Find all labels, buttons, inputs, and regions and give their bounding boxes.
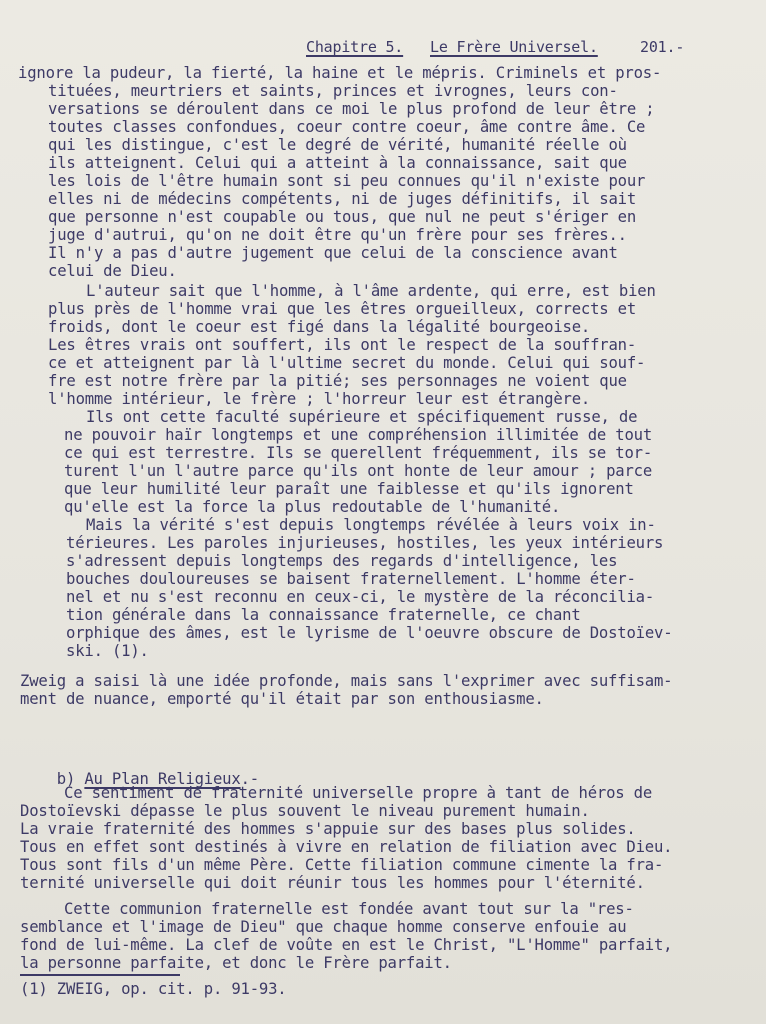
text-line: Dostoïevski dépasse le plus souvent le niveau purement humain. [20, 802, 590, 820]
text-line: qu'elle est la force la plus redoutable de l'humanité. [64, 498, 561, 516]
text-line: que leur humilité leur paraît une faiblesse et qu'ils ignorent [64, 480, 634, 498]
text-line: nel et nu s'est reconnu en ceux-ci, le mystère de la réconcilia- [66, 588, 655, 606]
text-line: ski. (1). [66, 642, 149, 660]
text-line: tion générale dans la connaissance fraternelle, ce chant [66, 606, 581, 624]
section-letter: b) [56, 770, 76, 788]
text-line: celui de Dieu. [48, 262, 177, 280]
text-line: les lois de l'être humain sont si peu connues qu'il n'existe pour [48, 172, 646, 190]
section-suffix: .- [240, 770, 259, 788]
text-line: La vraie fraternité des hommes s'appuie sur des bases plus solides. [20, 820, 636, 838]
text-line: ce et atteignent par là l'ultime secret du monde. Celui qui souf- [48, 354, 646, 372]
text-line: Ce sentiment de fraternité universelle propre à tant de héros de [64, 784, 653, 802]
text-line: toutes classes confondues, coeur contre coeur, âme contre âme. Ce [48, 118, 646, 136]
text-line: que personne n'est coupable ou tous, que nul ne peut s'ériger en [48, 208, 637, 226]
text-line: ne pouvoir haïr longtemps et une compréhension illimitée de tout [64, 426, 653, 444]
text-line: plus près de l'homme vrai que les êtres orgueilleux, corrects et [48, 300, 637, 318]
text-line: L'auteur sait que l'homme, à l'âme ardente, qui erre, est bien [86, 282, 656, 300]
text-line: qui les distingue, c'est le degré de vérité, humanité réelle où [48, 136, 627, 154]
text-line: semblance et l'image de Dieu" que chaque homme conserve enfouie au [20, 918, 627, 936]
text-line: Mais la vérité s'est depuis longtemps révélée à leurs voix in- [86, 516, 656, 534]
text-line: Il n'y a pas d'autre jugement que celui de la conscience avant [48, 244, 618, 262]
text-line: Cette communion fraternelle est fondée avant tout sur la "res- [64, 900, 634, 918]
text-line: Tous sont fils d'un même Père. Cette filiation commune cimente la fra- [20, 856, 664, 874]
text-line: ment de nuance, emporté qu'il était par son enthousiasme. [20, 690, 544, 708]
text-line: orphique des âmes, est le lyrisme de l'oeuvre obscure de Dostoïev- [66, 624, 673, 642]
text-line: juge d'autrui, qu'on ne doit être qu'un frère pour ses frères.. [48, 226, 627, 244]
text-line: fond de lui-même. La clef de voûte en est le Christ, "L'Homme" parfait, [20, 936, 673, 954]
footnote: (1) ZWEIG, op. cit. p. 91-93. [20, 980, 287, 998]
text-line: ils atteignent. Celui qui a atteint à la connaissance, sait que [48, 154, 627, 172]
footnote-rule [20, 974, 180, 976]
text-line: s'adressent depuis longtemps des regards d'intelligence, les [66, 552, 618, 570]
text-line: versations se déroulent dans ce moi le plus profond de leur être ; [48, 100, 655, 118]
text-line: ce qui est terrestre. Ils se querellent fréquemment, ils se tor- [64, 444, 653, 462]
text-line: ignore la pudeur, la fierté, la haine et le mépris. Criminels et pros- [18, 64, 662, 82]
chapter-label: Chapitre 5. [306, 38, 404, 56]
text-line: ternité universelle qui doit réunir tous les hommes pour l'éternité. [20, 874, 645, 892]
text-line: l'homme intérieur, le frère ; l'horreur leur est étrangère. [48, 390, 591, 408]
text-line: tituées, meurtriers et saints, princes et ivrognes, leurs con- [48, 82, 618, 100]
text-line: froids, dont le coeur est figé dans la légalité bourgeoise. [48, 318, 591, 336]
text-line: elles ni de médecins compétents, ni de juges définitifs, il sait [48, 190, 637, 208]
text-line: turent l'un l'autre parce qu'ils ont honte de leur amour ; parce [64, 462, 653, 480]
chapter-title: Le Frère Universel. [430, 38, 598, 56]
text-line: térieures. Les paroles injurieuses, hostiles, les yeux intérieurs [66, 534, 664, 552]
section-title: Au Plan Religieux [84, 770, 241, 788]
page-number: 201.- [640, 38, 685, 56]
text-line: Les êtres vrais ont souffert, ils ont le respect de la souffran- [48, 336, 637, 354]
text-line: la personne parfaite, et donc le Frère parfait. [20, 954, 452, 972]
text-line: Tous en effet sont destinés à vivre en relation de filiation avec Dieu. [20, 838, 673, 856]
text-line: Zweig a saisi là une idée profonde, mais sans l'exprimer avec suffisam- [20, 672, 673, 690]
text-line: bouches douloureuses se baisent fraternellement. L'homme éter- [66, 570, 636, 588]
text-line: Ils ont cette faculté supérieure et spécifiquement russe, de [86, 408, 638, 426]
text-line: fre est notre frère par la pitié; ses personnages ne voient que [48, 372, 627, 390]
